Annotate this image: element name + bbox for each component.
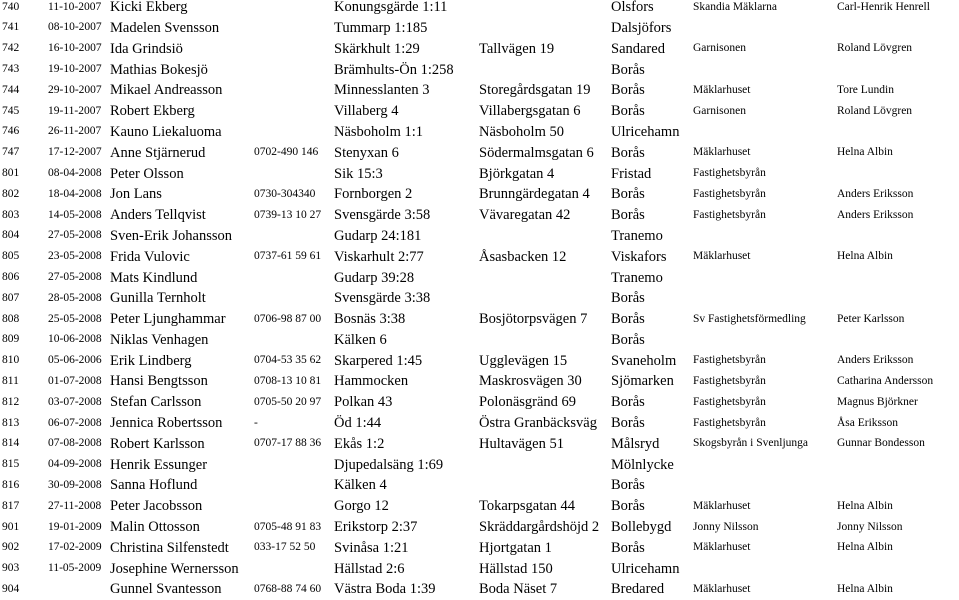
row-number: 806 (2, 271, 20, 283)
row-number: 741 (2, 21, 20, 34)
name-cell: Malin Ottosson (110, 519, 200, 536)
table-row (0, 351, 959, 372)
property-cell: Erikstorp 2:37 (334, 519, 418, 536)
row-number: 743 (2, 63, 20, 76)
city-cell: Borås (611, 394, 645, 411)
property-cell: Bosnäs 3:38 (334, 311, 406, 328)
date-cell: 16-10-2007 (48, 42, 102, 55)
agent-cell: Anders Eriksson (837, 354, 914, 367)
table-row (0, 371, 959, 392)
table-row (0, 163, 959, 184)
agency-cell: Mäklarhuset (693, 582, 751, 595)
row-number: 805 (2, 250, 20, 263)
date-cell: 19-01-2009 (48, 520, 102, 533)
row-number: 747 (2, 146, 20, 159)
agent-cell (837, 267, 959, 288)
table-row (0, 559, 959, 580)
table-row (0, 475, 959, 496)
row-number: 801 (2, 167, 20, 180)
row-number: 814 (2, 437, 20, 450)
table-row (0, 392, 959, 413)
property-cell: Gudarp 39:28 (334, 269, 415, 286)
date-cell: 07-08-2008 (48, 437, 102, 450)
property-cell: Tummarp 1:185 (334, 19, 428, 36)
date-cell: 11-05-2009 (48, 562, 102, 575)
name-cell: Erik Lindberg (110, 352, 192, 369)
phone-cell (254, 267, 334, 288)
address-cell: Skräddargårdshöjd 2 (479, 519, 600, 536)
name-cell: Stefan Carlsson (110, 394, 202, 411)
row-number: 902 (2, 541, 20, 554)
address-cell (479, 475, 611, 496)
address-cell: Björkgatan 4 (479, 165, 555, 182)
agency-cell (693, 226, 837, 247)
row-number: 810 (2, 354, 20, 367)
phone-cell: 0705-48 91 83 (254, 520, 322, 533)
property-cell: Kälken 4 (334, 477, 387, 494)
phone-cell: 0708-13 10 81 (254, 374, 322, 387)
phone-cell: 0705-50 20 97 (254, 395, 322, 408)
city-cell: Sandared (611, 40, 665, 57)
agent-cell: Catharina Andersson (837, 374, 934, 387)
city-cell: Bredared (611, 581, 665, 598)
property-cell: Svensgärde 3:38 (334, 290, 431, 307)
name-cell: Robert Ekberg (110, 103, 195, 120)
agent-cell: Helna Albin (837, 582, 893, 595)
city-cell: Borås (611, 61, 645, 78)
phone-cell (254, 455, 334, 476)
agency-cell (693, 59, 837, 80)
address-cell: Tokarpsgatan 44 (479, 498, 576, 515)
date-cell: 14-05-2008 (48, 208, 102, 221)
date-cell (46, 579, 110, 600)
name-cell: Jennica Robertsson (110, 415, 223, 432)
date-cell: 08-04-2008 (48, 167, 102, 180)
name-cell: Mikael Andreasson (110, 82, 223, 99)
row-number: 811 (2, 374, 19, 387)
property-cell: Viskarhult 2:77 (334, 248, 424, 265)
phone-cell: 0737-61 59 61 (254, 250, 322, 263)
name-cell: Gunnel Svantesson (110, 581, 222, 598)
agency-cell (693, 455, 837, 476)
address-cell: Tallvägen 19 (479, 40, 555, 57)
agency-cell (693, 267, 837, 288)
agency-cell: Fastighetsbyrån (693, 354, 766, 367)
city-cell: Tranemo (611, 227, 663, 244)
agent-cell (837, 455, 959, 476)
name-cell: Peter Olsson (110, 165, 184, 182)
property-cell: Näsboholm 1:1 (334, 123, 424, 140)
agent-cell (837, 163, 959, 184)
name-cell: Anne Stjärnerud (110, 144, 206, 161)
table-row (0, 538, 959, 559)
agency-cell (693, 475, 837, 496)
date-cell: 29-10-2007 (48, 83, 102, 96)
agency-cell: Garnisonen (693, 104, 747, 117)
phone-cell (254, 122, 334, 143)
date-cell: 17-02-2009 (48, 541, 102, 554)
table-row (0, 330, 959, 351)
table-row (0, 122, 959, 143)
date-cell: 11-10-2007 (48, 0, 102, 13)
name-cell: Gunilla Ternholt (110, 290, 206, 307)
row-number: 808 (2, 312, 20, 325)
row-number: 815 (2, 458, 20, 471)
property-cell: Hammocken (334, 373, 409, 390)
row-number: 803 (2, 208, 20, 221)
city-cell: Borås (611, 82, 645, 99)
address-cell: Åsasbacken 12 (479, 248, 567, 265)
address-cell: Polonäsgränd 69 (479, 394, 577, 411)
agency-cell: Fastighetsbyrån (693, 167, 766, 180)
property-cell: Skärkhult 1:29 (334, 40, 420, 57)
address-cell (479, 455, 611, 476)
property-cell: Brämhults-Ön 1:258 (334, 61, 454, 78)
agent-cell: Anders Eriksson (837, 187, 914, 200)
name-cell: Mats Kindlund (110, 269, 198, 286)
row-number: 817 (2, 499, 20, 512)
phone-cell (254, 39, 334, 60)
date-cell: 01-07-2008 (48, 374, 102, 387)
agency-cell (693, 559, 837, 580)
row-number: 804 (2, 229, 20, 242)
city-cell: Borås (611, 103, 645, 120)
table-row (0, 309, 959, 330)
agent-cell: Magnus Björkner (837, 395, 918, 408)
property-cell: Minnesslanten 3 (334, 82, 430, 99)
name-cell: Henrik Essunger (110, 456, 208, 473)
row-number: 809 (2, 333, 20, 346)
address-cell: Storegårdsgatan 19 (479, 82, 591, 99)
date-cell: 19-11-2007 (48, 104, 102, 117)
row-number: 744 (2, 83, 20, 96)
address-cell: Maskrosvägen 30 (479, 373, 582, 390)
table-row (0, 18, 959, 39)
agency-cell: Fastighetsbyrån (693, 187, 766, 200)
row-number: 802 (2, 187, 20, 200)
name-cell: Madelen Svensson (110, 19, 220, 36)
name-cell: Peter Jacobsson (110, 498, 203, 515)
phone-cell (254, 475, 334, 496)
table-row (0, 0, 959, 18)
agency-cell: Jonny Nilsson (693, 520, 759, 533)
name-cell: Robert Karlsson (110, 435, 205, 452)
name-cell: Anders Tellqvist (110, 207, 206, 224)
name-cell: Frida Vulovic (110, 248, 190, 265)
agency-cell: Mäklarhuset (693, 146, 751, 159)
address-cell: Hällstad 150 (479, 560, 553, 577)
row-number: 813 (2, 416, 20, 429)
city-cell: Borås (611, 207, 645, 224)
address-cell: Bosjötorpsvägen 7 (479, 311, 588, 328)
property-cell: Sik 15:3 (334, 165, 383, 182)
date-cell: 23-05-2008 (48, 250, 102, 263)
table-row (0, 455, 959, 476)
row-number: 812 (2, 395, 20, 408)
property-cell: Öd 1:44 (334, 415, 382, 432)
agency-cell: Garnisonen (693, 42, 747, 55)
address-cell: Brunngärdegatan 4 (479, 186, 590, 203)
address-cell: Ugglevägen 15 (479, 352, 568, 369)
agency-cell (693, 122, 837, 143)
table-row (0, 413, 959, 434)
table-row (0, 288, 959, 309)
city-cell: Viskafors (611, 248, 667, 265)
name-cell: Hansi Bengtsson (110, 373, 208, 390)
table-row (0, 80, 959, 101)
city-cell: Tranemo (611, 269, 663, 286)
agent-cell: Gunnar Bondesson (837, 437, 925, 450)
agent-cell: Carl-Henrik Henrell (837, 0, 930, 13)
city-cell: Borås (611, 539, 645, 556)
table-row (0, 101, 959, 122)
table-row (0, 184, 959, 205)
name-cell: Peter Ljunghammar (110, 311, 226, 328)
date-cell: 26-11-2007 (48, 125, 102, 138)
agency-cell: Skogsbyrån i Svenljunga (693, 437, 808, 450)
phone-cell (254, 18, 334, 39)
row-number: 745 (2, 104, 20, 117)
property-cell: Svinåsa 1:21 (334, 539, 409, 556)
date-cell: 06-07-2008 (48, 416, 102, 429)
agency-cell: Fastighetsbyrån (693, 395, 766, 408)
phone-cell (254, 0, 334, 18)
property-cell: Hällstad 2:6 (334, 560, 405, 577)
name-cell: Sven-Erik Johansson (110, 227, 233, 244)
name-cell: Josephine Wernersson (110, 560, 239, 577)
agency-cell: Mäklarhuset (693, 83, 751, 96)
address-cell (479, 330, 611, 351)
agent-cell (837, 59, 959, 80)
date-cell: 27-05-2008 (48, 271, 102, 283)
agency-cell: Mäklarhuset (693, 541, 751, 554)
agency-cell (693, 18, 837, 39)
phone-cell: 0768-88 74 60 (254, 582, 322, 595)
row-number: 746 (2, 125, 20, 138)
name-cell: Ida Grindsiö (110, 40, 183, 57)
phone-cell (254, 559, 334, 580)
phone-cell (254, 101, 334, 122)
city-cell: Mölnlycke (611, 456, 674, 473)
address-cell: Hjortgatan 1 (479, 539, 552, 556)
agency-cell: Fastighetsbyrån (693, 416, 766, 429)
phone-cell: 0702-490 146 (254, 146, 319, 159)
row-number: 807 (2, 291, 20, 304)
city-cell: Borås (611, 144, 645, 161)
agent-cell (837, 288, 959, 309)
agent-cell: Helna Albin (837, 499, 893, 512)
address-cell (479, 0, 611, 18)
row-number: 740 (2, 0, 20, 13)
address-cell: Näsboholm 50 (479, 123, 564, 140)
name-cell: Christina Silfenstedt (110, 539, 229, 556)
row-number: 904 (2, 582, 20, 595)
address-cell: Villabergsgatan 6 (479, 103, 581, 120)
date-cell: 19-10-2007 (48, 63, 102, 76)
phone-cell (254, 226, 334, 247)
name-cell: Niklas Venhagen (110, 331, 209, 348)
table-row (0, 143, 959, 164)
agent-cell (837, 559, 959, 580)
date-cell: 03-07-2008 (48, 395, 102, 408)
agent-cell (837, 122, 959, 143)
row-number: 903 (2, 562, 20, 575)
agent-cell (837, 475, 959, 496)
phone-cell (254, 80, 334, 101)
property-cell: Stenyxan 6 (334, 144, 399, 161)
agency-cell: Fastighetsbyrån (693, 374, 766, 387)
property-cell: Ekås 1:2 (334, 435, 385, 452)
agency-cell: Sv Fastighetsförmedling (693, 312, 806, 325)
date-cell: 17-12-2007 (48, 146, 102, 159)
agent-cell: Helna Albin (837, 146, 893, 159)
table-row (0, 205, 959, 226)
phone-cell: 033-17 52 50 (254, 541, 316, 554)
agency-cell: Fastighetsbyrån (693, 208, 766, 221)
address-cell: Boda Näset 7 (479, 581, 558, 598)
address-cell (479, 226, 611, 247)
agency-cell: Mäklarhuset (693, 499, 751, 512)
table-row (0, 579, 959, 600)
date-cell: 05-06-2006 (48, 354, 102, 367)
table-row (0, 39, 959, 60)
agency-cell (693, 288, 837, 309)
agent-cell: Roland Lövgren (837, 104, 913, 117)
agent-cell: Peter Karlsson (837, 312, 905, 325)
property-cell: Gudarp 24:181 (334, 227, 422, 244)
agent-cell: Tore Lundin (837, 83, 895, 96)
agent-cell: Helna Albin (837, 541, 893, 554)
address-cell (479, 59, 611, 80)
property-cell: Västra Boda 1:39 (334, 581, 436, 598)
phone-cell: 0730-304340 (254, 187, 316, 200)
city-cell: Borås (611, 331, 645, 348)
name-cell: Kauno Liekaluoma (110, 123, 222, 140)
address-cell: Södermalmsgatan 6 (479, 144, 594, 161)
agent-cell: Roland Lövgren (837, 42, 913, 55)
city-cell: Borås (611, 311, 645, 328)
city-cell: Borås (611, 186, 645, 203)
name-cell: Mathias Bokesjö (110, 61, 208, 78)
agency-cell (693, 330, 837, 351)
phone-cell: 0739-13 10 27 (254, 208, 322, 221)
date-cell: 18-04-2008 (48, 187, 102, 200)
phone-cell (254, 330, 334, 351)
date-cell: 27-05-2008 (48, 229, 102, 242)
name-cell: Sanna Hoflund (110, 477, 198, 494)
property-cell: Skarpered 1:45 (334, 352, 423, 369)
table-row (0, 517, 959, 538)
phone-cell: 0706-98 87 00 (254, 312, 322, 325)
agent-cell: Helna Albin (837, 250, 893, 263)
table-row (0, 226, 959, 247)
row-number: 901 (2, 520, 20, 533)
row-number: 816 (2, 478, 20, 491)
date-cell: 04-09-2008 (48, 458, 102, 471)
address-cell (479, 18, 611, 39)
city-cell: Svaneholm (611, 352, 677, 369)
city-cell: Borås (611, 477, 645, 494)
agent-cell: Anders Eriksson (837, 208, 914, 221)
city-cell: Ulricehamn (611, 123, 680, 140)
agent-cell (837, 226, 959, 247)
table-row (0, 59, 959, 80)
property-cell: Svensgärde 3:58 (334, 207, 431, 224)
phone-cell: - (254, 416, 258, 429)
date-cell: 08-10-2007 (48, 21, 102, 34)
city-cell: Bollebygd (611, 519, 672, 536)
agency-cell: Mäklarhuset (693, 250, 751, 263)
name-cell: Kicki Ekberg (110, 0, 188, 16)
property-cell: Kälken 6 (334, 331, 387, 348)
property-cell: Polkan 43 (334, 394, 393, 411)
agent-cell: Jonny Nilsson (837, 520, 903, 533)
phone-cell: 0704-53 35 62 (254, 354, 322, 367)
phone-cell: 0707-17 88 36 (254, 437, 322, 450)
city-cell: Sjömarken (611, 373, 674, 390)
phone-cell (254, 496, 334, 517)
address-cell: Vävaregatan 42 (479, 207, 571, 224)
property-cell: Gorgo 12 (334, 498, 389, 515)
table-row (0, 496, 959, 517)
table-row (0, 434, 959, 455)
property-cell: Konungsgärde 1:11 (334, 0, 448, 16)
date-cell: 27-11-2008 (48, 499, 102, 512)
agent-cell (837, 18, 959, 39)
phone-cell (254, 288, 334, 309)
city-cell: Borås (611, 498, 645, 515)
agent-cell: Åsa Eriksson (837, 416, 899, 429)
agency-cell: Skandia Mäklarna (693, 0, 777, 13)
property-cell: Fornborgen 2 (334, 186, 413, 203)
row-number: 742 (2, 42, 20, 55)
address-cell: Hultavägen 51 (479, 435, 564, 452)
city-cell: Borås (611, 290, 645, 307)
date-cell: 10-06-2008 (48, 333, 102, 346)
city-cell: Målsryd (611, 435, 660, 452)
table-row (0, 247, 959, 268)
city-cell: Borås (611, 415, 645, 432)
phone-cell (254, 163, 334, 184)
address-cell (479, 267, 611, 288)
date-cell: 25-05-2008 (48, 312, 102, 325)
property-cell: Djupedalsäng 1:69 (334, 456, 444, 473)
city-cell: Ulricehamn (611, 560, 680, 577)
city-cell: Fristad (611, 165, 652, 182)
property-cell: Villaberg 4 (334, 103, 399, 120)
city-cell: Olsfors (611, 0, 654, 16)
phone-cell (254, 59, 334, 80)
name-cell: Jon Lans (110, 186, 162, 203)
date-cell: 28-05-2008 (48, 291, 102, 304)
address-cell: Östra Granbäcksväg (479, 415, 597, 432)
table-row (0, 267, 959, 288)
agent-cell (837, 330, 959, 351)
date-cell: 30-09-2008 (48, 478, 102, 491)
address-cell (479, 288, 611, 309)
city-cell: Dalsjöfors (611, 19, 672, 36)
